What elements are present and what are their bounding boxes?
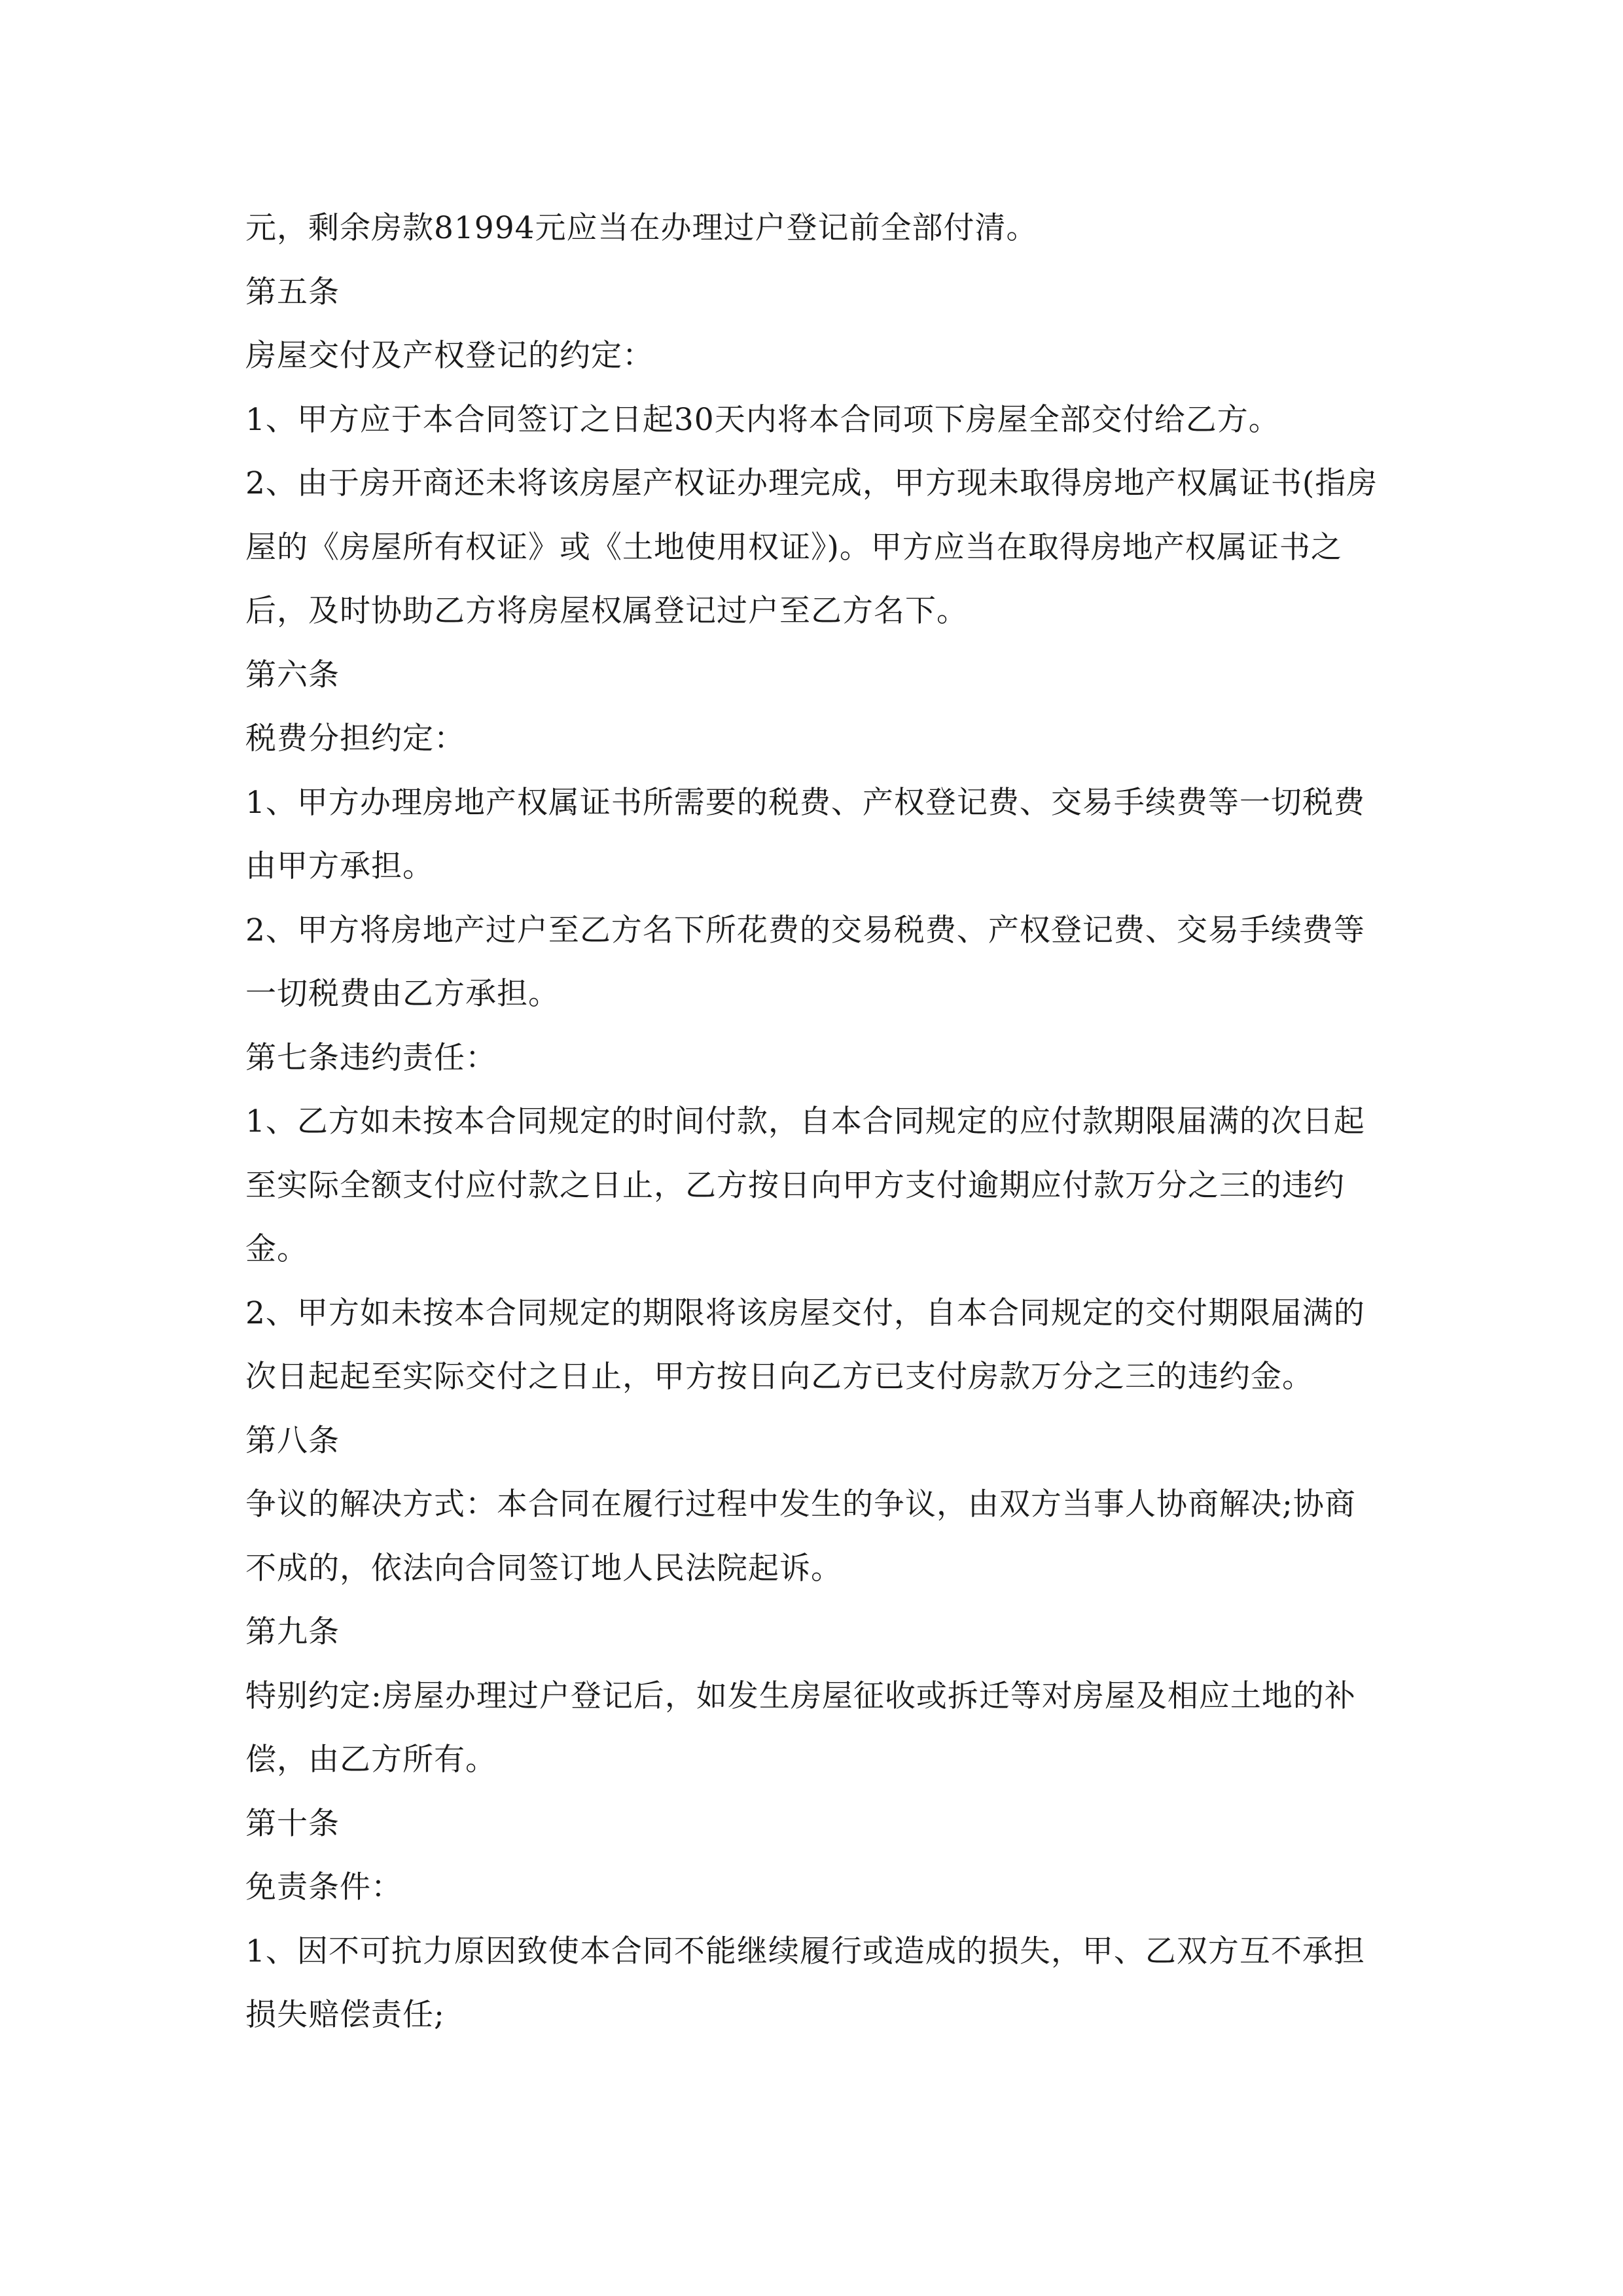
article-6-clause-2: 2、甲方将房地产过户至乙方名下所花费的交易税费、产权登记费、交易手续费等一切税费由乙方承担。 <box>245 912 1365 1012</box>
article-7-clause-2: 2、甲方如未按本合同规定的期限将该房屋交付，自本合同规定的交付期限届满的次日起起至实际交付之日止，甲方按日向乙方已支付房款万分之三的违约金。 <box>245 1295 1365 1395</box>
article-8-text: 争议的解决方式：本合同在履行过程中发生的争议，由双方当事人协商解决;协商不成的，依法向合同签订地人民法院起诉。 <box>245 1486 1356 1587</box>
article-7-clause-1: 1、乙方如未按本合同规定的时间付款，自本合同规定的应付款期限届满的次日起至实际全额支付应付款之日止，乙方按日向甲方支付逾期应付款万分之三的违约金。 <box>245 1103 1365 1267</box>
article-7-heading: 第七条违约责任： <box>245 1039 497 1076</box>
document-body <box>245 196 1384 2047</box>
article-9-text: 特别约定:房屋办理过户登记后，如发生房屋征收或拆迁等对房屋及相应土地的补偿，由乙方所有。 <box>245 1677 1356 1778</box>
paragraph-payment-remainder: 元，剩余房款81994元应当在办理过户登记前全部付清。 <box>245 210 1038 246</box>
article-6-title: 税费分担约定： <box>245 721 465 757</box>
article-5-title: 房屋交付及产权登记的约定： <box>245 338 654 374</box>
article-8-heading: 第八条 <box>245 1422 340 1459</box>
article-5-clause-1: 1、甲方应于本合同签订之日起30天内将本合同项下房屋全部交付给乙方。 <box>245 401 1280 438</box>
article-10-title: 免责条件： <box>245 1869 402 1905</box>
article-10-clause-1: 1、因不可抗力原因致使本合同不能继续履行或造成的损失，甲、乙双方互不承担损失赔偿责任; <box>245 1933 1365 2033</box>
article-5-clause-2: 2、由于房开商还未将该房屋产权证办理完成，甲方现未取得房地产权属证书(指房屋的《房屋所有权证》或《土地使用权证》)。甲方应当在取得房地产权属证书之后，及时协助乙方将房屋权属登记过户至乙方名下。 <box>245 465 1378 629</box>
article-5-heading: 第五条 <box>245 274 340 310</box>
article-6-clause-1: 1、甲方办理房地产权属证书所需要的税费、产权登记费、交易手续费等一切税费由甲方承担。 <box>245 784 1365 884</box>
article-6-heading: 第六条 <box>245 656 340 693</box>
article-9-heading: 第九条 <box>245 1614 340 1650</box>
article-10-heading: 第十条 <box>245 1805 340 1842</box>
